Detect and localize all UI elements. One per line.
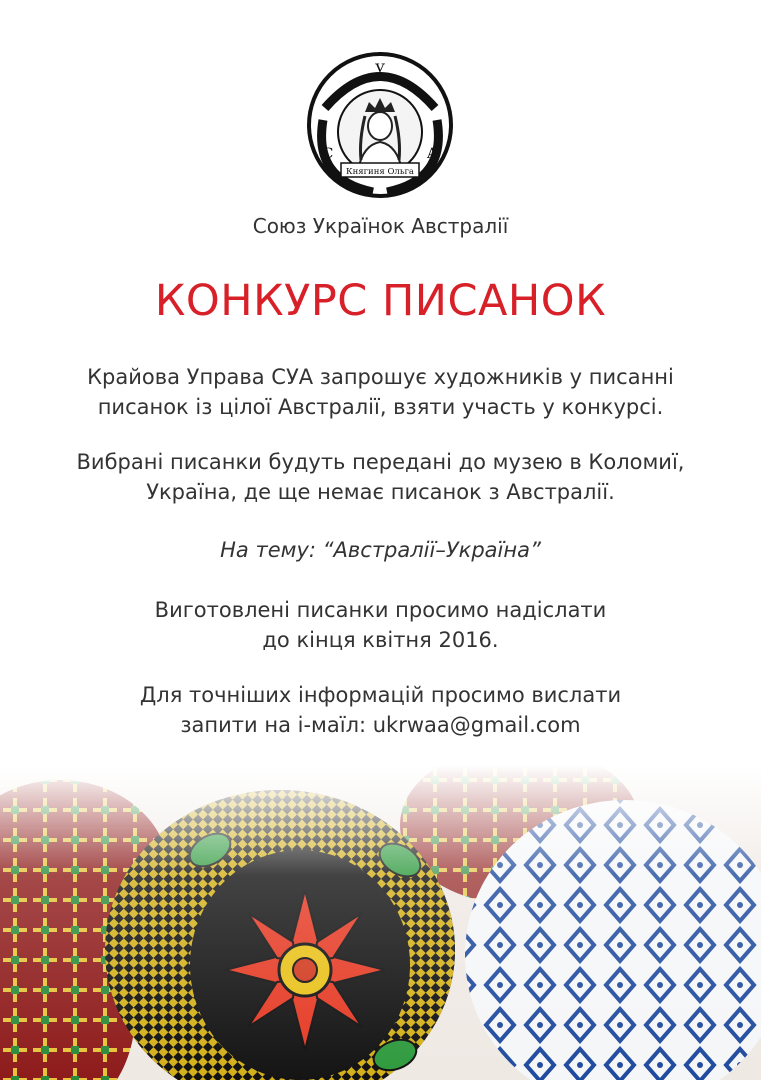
paragraph-line: Виготовлені писанки просимо надіслати	[154, 598, 607, 622]
theme-line: На тему: “Австралії–Україна”	[220, 538, 541, 562]
paragraph-invitation	[0, 362, 761, 422]
organization-name: Союз Українок Австралії	[252, 214, 509, 238]
paragraph-contact	[0, 680, 761, 740]
logo-ribbon-text: Княгиня Ольга	[346, 167, 414, 177]
paragraph-theme	[0, 535, 761, 565]
logo-letter-s: С	[322, 146, 334, 162]
logo-letter-a: А	[426, 146, 438, 162]
union-logo	[303, 50, 458, 200]
paragraph-museum	[0, 447, 761, 507]
logo-letter-u: У	[374, 62, 386, 78]
paragraph-deadline	[0, 595, 761, 655]
page-title: КОНКУРС ПИСАНОК	[154, 276, 607, 326]
paragraph-line: запити на і-маїл: ukrwaa@gmail.com	[180, 713, 581, 737]
paragraph-line: Для точніших інформацій просимо вислати	[139, 683, 622, 707]
paragraph-line: Крайова Управа СУА запрошує художників у писанні	[87, 365, 674, 389]
paragraph-line: до кінця квітня 2016.	[262, 628, 499, 652]
paragraph-line: Вибрані писанки будуть передані до музею в Коломиї,	[76, 450, 685, 474]
pysanky-photo	[0, 765, 761, 1080]
paragraph-line: Україна, де ще немає писанок з Австралії.	[146, 480, 615, 504]
paragraph-line: писанок із цілої Австралії, взяти участь у конкурсі.	[97, 395, 664, 419]
